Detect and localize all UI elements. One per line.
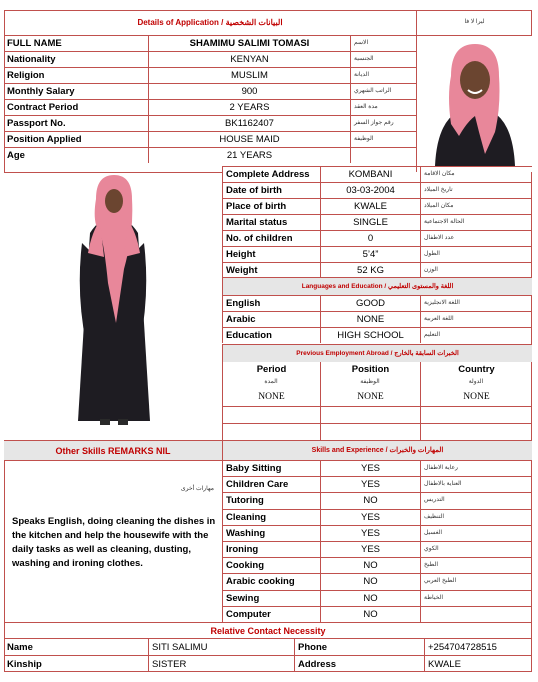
skill-value: YES [320,525,420,541]
language-label: Education [222,327,320,343]
detail-arabic: الحالة الاجتماعية [420,214,532,230]
skill-arabic: التنظيف [420,509,532,525]
skill-arabic: الطبخ [420,557,532,573]
skill-label: Washing [222,525,320,541]
detail-value: 03-03-2004 [320,182,420,198]
skill-label: Baby Sitting [222,460,320,476]
employment-empty [420,423,532,440]
skill-label: Cooking [222,557,320,573]
personal-label: FULL NAME [4,35,148,51]
skill-value: YES [320,509,420,525]
skill-label: Computer [222,606,320,622]
personal-arabic: الوظيفة [350,131,416,147]
employment-header-arabic: الدولة [468,379,484,385]
contact-section-title: Relative Contact Necessity [4,622,532,638]
language-value: GOOD [320,295,420,311]
language-value: NONE [320,311,420,327]
skill-arabic: الكوي [420,541,532,557]
personal-label: Position Applied [4,131,148,147]
language-arabic: التعليم [420,327,532,343]
detail-value: KWALE [320,198,420,214]
personal-label: Nationality [4,51,148,67]
detail-label: Place of birth [222,198,320,214]
detail-arabic: مكان الاقامة [420,166,532,182]
skills-section-title: Skills and Experience / المهارات والخبرات [222,440,532,460]
other-skills-panel [4,460,222,622]
detail-label: Complete Address [222,166,320,182]
skill-value: YES [320,476,420,492]
personal-arabic: الديانة [350,67,416,83]
language-arabic: اللغة العربية [420,311,532,327]
skill-value: YES [320,460,420,476]
detail-arabic: الطول [420,246,532,262]
language-label: English [222,295,320,311]
skill-arabic: العناية بالاطفال [420,476,532,492]
contact-name-label: Name [4,638,148,655]
personal-label: Contract Period [4,99,148,115]
personal-value: KENYAN [148,51,350,67]
skill-arabic: رعاية الاطفال [420,460,532,476]
skill-arabic: الطبخ العربي [420,573,532,589]
skill-value: NO [320,492,420,508]
personal-value: BK1162407 [148,115,350,131]
form-title: Details of Application / البيانات الشخصية [137,18,283,27]
skill-arabic: الخياطة [420,590,532,606]
personal-label: Passport No. [4,115,148,131]
personal-label: Monthly Salary [4,83,148,99]
headshot-photo [416,35,532,172]
employment-header: Period [222,362,320,390]
personal-value: SHAMIMU SALIMI TOMASI [148,35,350,51]
contact-kinship-label: Kinship [4,655,148,672]
personal-value: 900 [148,83,350,99]
employment-empty [420,406,532,423]
detail-value: SINGLE [320,214,420,230]
detail-label: No. of children [222,230,320,246]
detail-label: Marital status [222,214,320,230]
employment-header-arabic: المدة [264,379,278,385]
detail-value: KOMBANI [320,166,420,182]
skill-value: NO [320,557,420,573]
skill-value: NO [320,606,420,622]
contact-address-value: KWALE [424,655,532,672]
personal-arabic: رقم جواز السفر [350,115,416,131]
contact-phone-value: +254704728515 [424,638,532,655]
personal-arabic: الراتب الشهري [350,83,416,99]
employment-header-arabic: الوظيفة [360,379,380,385]
contact-phone-label: Phone [294,638,424,655]
personal-arabic: الجنسية [350,51,416,67]
detail-arabic: تاريخ الميلاد [420,182,532,198]
personal-arabic [350,147,416,163]
detail-label: Date of birth [222,182,320,198]
personal-label: Religion [4,67,148,83]
personal-value: 21 YEARS [148,147,350,163]
personal-value: MUSLIM [148,67,350,83]
detail-label: Height [222,246,320,262]
skill-label: Children Care [222,476,320,492]
detail-value: 5’4” [320,246,420,262]
languages-section-title: Languages and Education / اللغة والمستوى التعليمي [222,277,532,295]
personal-label: Age [4,147,148,163]
language-value: HIGH SCHOOL [320,327,420,343]
employment-value: NONE [222,390,320,406]
skill-label: Sewing [222,590,320,606]
employment-empty [222,423,320,440]
skill-label: Tutoring [222,492,320,508]
employment-header: Position [320,362,420,390]
contact-address-label: Address [294,655,424,672]
detail-label: Weight [222,262,320,278]
personal-value: HOUSE MAID [148,131,350,147]
skill-label: Cleaning [222,509,320,525]
employment-value: NONE [320,390,420,406]
skill-value: NO [320,573,420,589]
employment-empty [222,406,320,423]
detail-value: 52 KG [320,262,420,278]
language-arabic: اللغة الانجليزية [420,295,532,311]
detail-value: 0 [320,230,420,246]
skill-label: Arabic cooking [222,573,320,589]
skill-arabic: الغسيل [420,525,532,541]
full-body-photo [4,172,222,440]
personal-arabic: مدة العقد [350,99,416,115]
detail-arabic: مكان الميلاد [420,198,532,214]
skill-arabic: التدريس [420,492,532,508]
other-skills-title: Other Skills REMARKS NIL [4,440,222,460]
skill-value: NO [320,590,420,606]
contact-name-value: SITI SALIMU [148,638,294,655]
skill-arabic [420,606,532,622]
personal-arabic: الاسم [350,35,416,51]
employment-value: NONE [420,390,532,406]
skill-value: YES [320,541,420,557]
personal-value: 2 YEARS [148,99,350,115]
employment-empty [320,423,420,440]
employment-header: Country [420,362,532,390]
detail-arabic: عدد الاطفال [420,230,532,246]
header-arabic: ليرا لا فا [416,10,532,35]
language-label: Arabic [222,311,320,327]
contact-kinship-value: SISTER [148,655,294,672]
other-skills-arabic: مهارات أخرى [180,486,214,492]
detail-arabic: الوزن [420,262,532,278]
skill-label: Ironing [222,541,320,557]
other-skills-text: Speaks English, doing cleaning the dishes in the kitchen and help the housewife with the daily tasks as well as cleaning, dusting, washing and ironing clothes. [12,516,216,569]
employment-section-title: Previous Employment Abroad / الخبرات السابقة بالخارج [222,344,532,362]
employment-empty [320,406,420,423]
